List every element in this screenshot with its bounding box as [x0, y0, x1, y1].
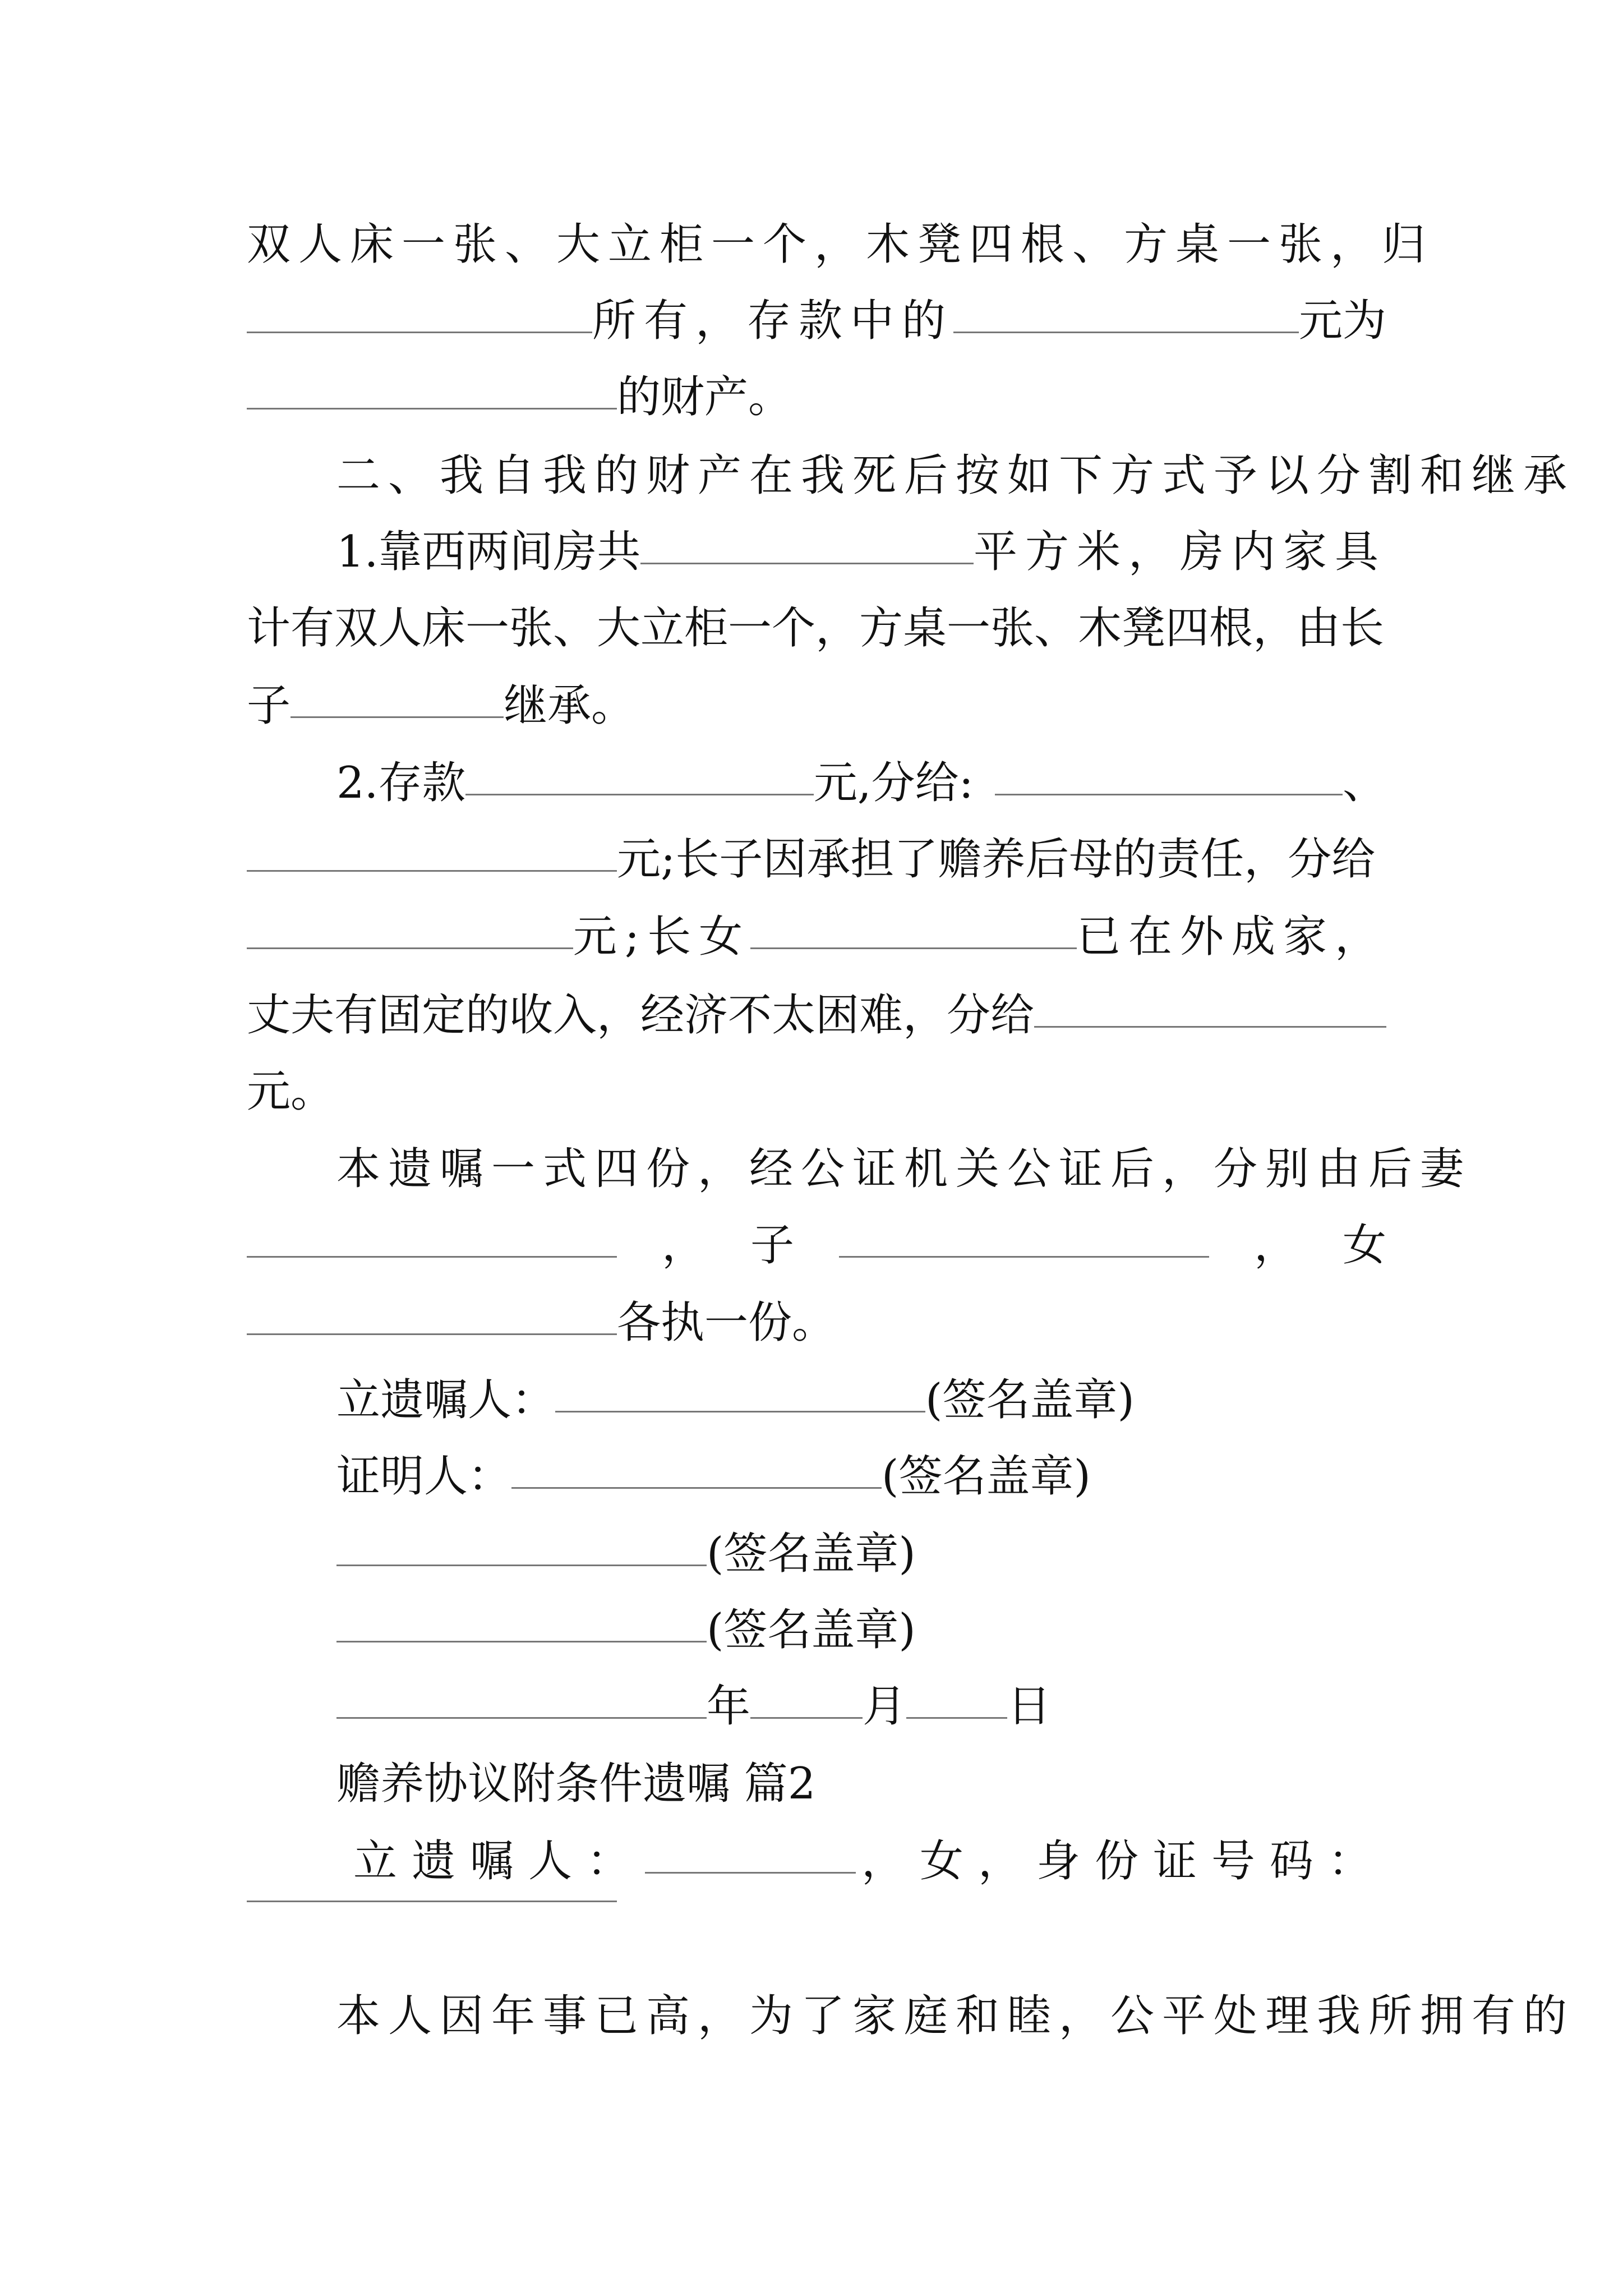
text: ，女，身份证号码：	[861, 1836, 1386, 1887]
text: 元;长子因承担了赡养后母的责任，分给	[617, 834, 1376, 885]
text: (签名盖章)	[882, 1451, 1091, 1502]
year-label: 年	[707, 1681, 751, 1732]
text: 已在外成家，	[1076, 912, 1386, 962]
text: 女	[1342, 1220, 1386, 1271]
blank-line	[511, 1485, 882, 1489]
signature-line	[336, 1591, 1386, 1669]
blank-line	[906, 1715, 1007, 1719]
text: 立遗嘱人：	[336, 1375, 556, 1425]
text-line-13	[336, 1130, 1472, 1208]
testator-signature-line	[336, 1361, 1386, 1439]
text-line-14	[247, 1206, 1386, 1285]
month-label: 月	[863, 1681, 907, 1732]
blank-line	[645, 1870, 856, 1874]
text: 的财产。	[617, 372, 792, 422]
text: 本遗嘱一式四份，经公证机关公证后，分别由后妻	[336, 1144, 1472, 1194]
blank-line	[1034, 1024, 1386, 1028]
blank-line	[291, 714, 504, 718]
text-line-8	[336, 744, 1386, 822]
text-line-22	[353, 1822, 1386, 1901]
text: 双人床一张、大立柜一个，木凳四根、方桌一张，归	[247, 219, 1434, 270]
blank-line	[247, 1898, 617, 1902]
text: 、	[1342, 758, 1386, 808]
text: 元。	[247, 1066, 335, 1117]
text: 元,分给:	[813, 758, 974, 808]
text: 所有，存款中的	[592, 296, 953, 346]
blank-line	[555, 1409, 925, 1412]
blank-line	[750, 945, 1077, 949]
text: 子	[750, 1220, 794, 1271]
text: 证明人：	[336, 1451, 512, 1502]
text: 二、我自我的财产在我死后按如下方式予以分割和继承	[336, 450, 1575, 501]
date-line	[336, 1667, 1386, 1746]
text: 1.靠西两间房共	[336, 527, 641, 577]
text: (签名盖章)	[707, 1605, 916, 1655]
blank-line	[247, 1254, 617, 1258]
text-line-11	[247, 976, 1386, 1055]
heading-text: 赡养协议附条件遗嘱 篇2	[336, 1759, 816, 1809]
blank-line	[465, 792, 813, 795]
blank-line	[247, 406, 617, 409]
blank-line	[247, 945, 573, 949]
text-line-3	[247, 358, 1386, 436]
text: ，	[661, 1220, 706, 1271]
text-line-10	[247, 898, 1386, 976]
blank-line	[247, 329, 592, 333]
text: 计有双人床一张、大立柜一个，方桌一张、木凳四根，由长	[247, 603, 1385, 654]
text: 元为	[1298, 296, 1386, 346]
blank-line	[336, 1562, 707, 1566]
text: (签名盖章)	[925, 1375, 1135, 1425]
text: 平方米，房内家具	[973, 527, 1386, 577]
text: 元;长女	[573, 912, 751, 962]
blank-line	[995, 792, 1343, 795]
blank-line	[640, 560, 974, 564]
text: 继承。	[504, 680, 635, 731]
text-line-7	[247, 666, 1386, 745]
signature-line	[336, 1515, 1386, 1593]
section-heading	[336, 1745, 1386, 1823]
text: 子	[247, 680, 291, 731]
blank-line	[336, 1639, 707, 1642]
text: 丈夫有固定的收入，经济不太困难，分给	[247, 990, 1035, 1041]
blank-line	[750, 1715, 863, 1719]
text-line-23	[247, 1901, 1386, 1979]
day-label: 日	[1007, 1681, 1052, 1732]
blank-line	[336, 1715, 707, 1719]
text: 各执一份。	[617, 1297, 836, 1348]
text-line-1	[247, 205, 1434, 284]
text-line-5	[336, 513, 1386, 591]
text: ，	[1253, 1220, 1298, 1271]
witness-signature-line	[336, 1437, 1386, 1516]
text: 本人因年事已高，为了家庭和睦，公平处理我所拥有的	[336, 1991, 1575, 2041]
text-line-12	[247, 1052, 1386, 1131]
text-line-15	[247, 1283, 1386, 1362]
text-line-4	[336, 436, 1575, 515]
text-line-24	[336, 1977, 1575, 2055]
blank-line	[247, 868, 617, 872]
text-line-2	[247, 282, 1386, 360]
text-line-6	[247, 589, 1386, 668]
text: 立遗嘱人：	[353, 1836, 645, 1887]
text-line-9	[247, 820, 1386, 899]
blank-line	[953, 329, 1299, 333]
blank-line	[247, 1331, 617, 1335]
text: (签名盖章)	[707, 1529, 916, 1579]
text: 2.存款	[336, 758, 466, 808]
blank-line	[839, 1254, 1209, 1258]
